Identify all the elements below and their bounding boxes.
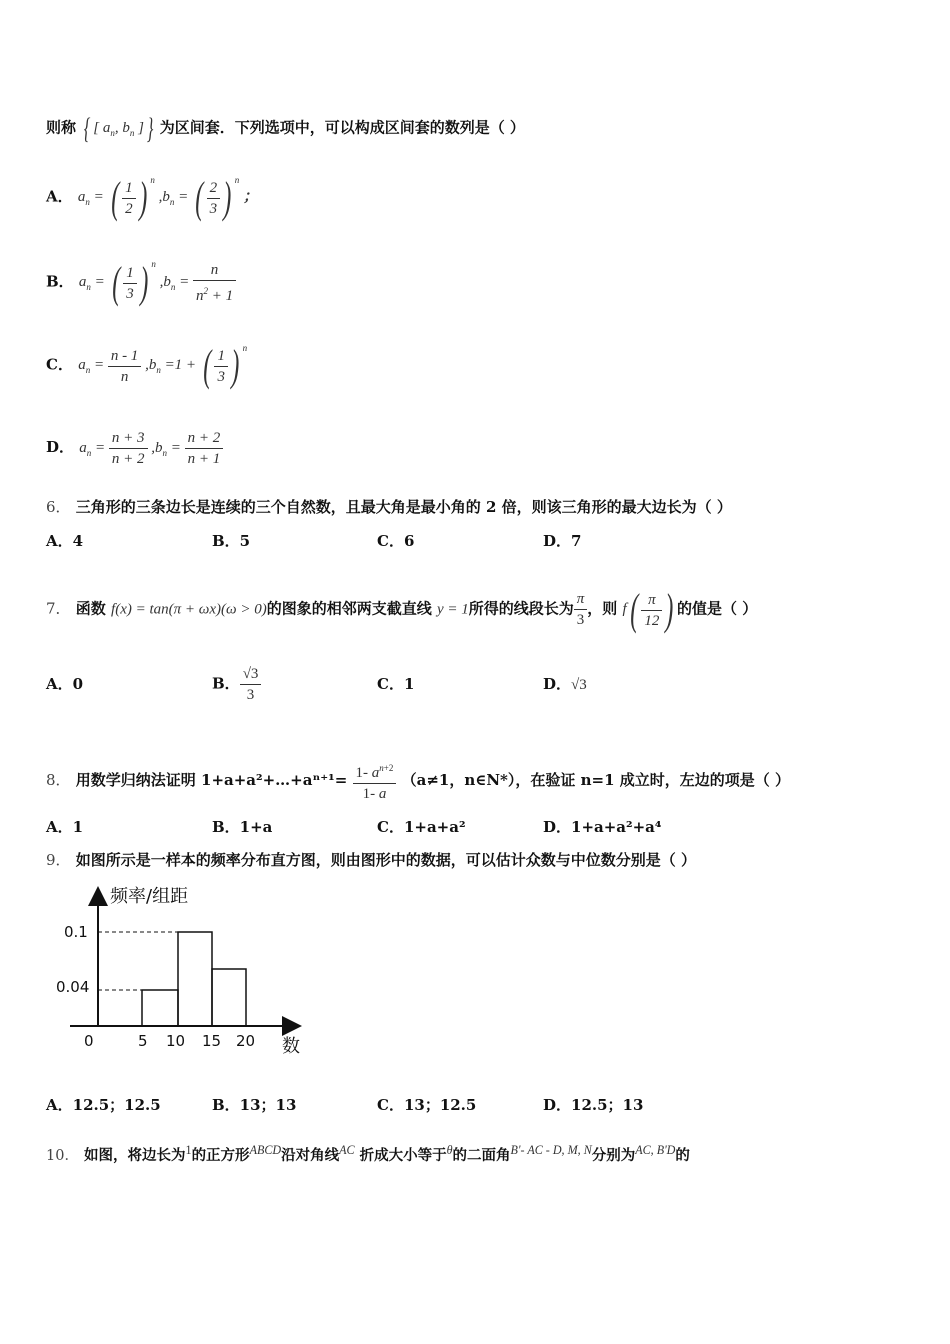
q10-text-f: 分别为 [591, 1146, 636, 1164]
intro-interval-math: { [ $a_n$, $b_n$ ]} [83, 112, 154, 145]
q9-text: 如图所示是一样本的频率分布直方图，则由图形中的数据，可以估计众数与中位数分别是（ ） [75, 851, 697, 869]
q7-option-c[interactable]: C．1 [377, 675, 415, 693]
q7-option-b-math: $\frac{√3}{3}$ [240, 664, 262, 705]
histogram-bar-5-10 [142, 990, 178, 1026]
q7-option-d-label: D． [543, 675, 572, 693]
question-10 [46, 1140, 690, 1166]
q6-text: 三角形的三条边长是连续的三个自然数，且最大角是最小角的 2 倍，则该三角形的最大边长为（ ） [75, 498, 732, 516]
q10-points-math: AC, B'D [635, 1143, 676, 1157]
q10-text-d: 折成大小等于 [359, 1146, 447, 1164]
q7-option-b[interactable] [212, 664, 261, 705]
histogram-ytick-0.1: 0.1 [64, 923, 88, 941]
q7-option-d[interactable] [543, 674, 587, 695]
q9-option-c[interactable]: C．13；12.5 [377, 1096, 477, 1114]
q6-option-a[interactable]: A．4 [46, 532, 84, 550]
q9-option-a[interactable]: A．12.5；12.5 [46, 1096, 161, 1114]
option-c-label: C． [46, 355, 73, 374]
option-d-row[interactable] [46, 428, 223, 469]
q10-text-a: 如图，将边长为 [84, 1146, 186, 1164]
q7-text-a: 函数 [75, 599, 106, 618]
q10-text-c: 沿对角线 [281, 1146, 340, 1164]
histogram-ylabel: 频率/组距 [110, 886, 189, 907]
option-d-math: $a_n$ = $\frac{n + 3}{n + 2}$ $,b_n$ = $\frac{n + 2}{n + 1}$ [79, 440, 223, 456]
option-c-math: $a_n$ = $\frac{n - 1}{n}$ $,b_n =1$ + ( $\frac{1}{3}$ ) $^n$ [78, 341, 248, 390]
intro-line [46, 114, 525, 144]
histogram-bar-15-20 [212, 969, 246, 1026]
intro-suffix: 为区间套．下列选项中，可以构成区间套的数列是（ ） [159, 118, 525, 137]
histogram-xtick-5: 5 [138, 1032, 148, 1050]
q8-text-b: （a≠1，n∈N*），在验证 n=1 成立时，左边的项是（ ） [401, 771, 790, 789]
histogram-figure [46, 880, 316, 1060]
option-a-row[interactable] [46, 173, 259, 222]
q7-length-fraction: $\frac{\pi}{3}$ [574, 589, 588, 630]
q10-angle-math: B'- AC - D, M, N [510, 1143, 592, 1157]
histogram-xlabel: 数 [282, 1036, 300, 1057]
option-a-math: $a_n$ = ( $\frac{1}{2}$ ) $^n$ $,b_n$ = ( $\frac{2}{3}$ ) $^n$ ； [77, 173, 259, 222]
histogram-xtick-10: 10 [166, 1032, 186, 1050]
q8-text-a: 用数学归纳法证明 1+a+a²+…+aⁿ⁺¹= [75, 771, 348, 789]
option-c-row[interactable] [46, 341, 248, 390]
q6-option-c[interactable]: C．6 [377, 532, 415, 550]
q7-text-d: ，则 [587, 599, 618, 618]
q10-square-math: ABCD [249, 1143, 282, 1157]
option-a-label: A． [46, 187, 73, 206]
q10-text-b: 的正方形 [191, 1146, 250, 1164]
q9-option-b[interactable]: B．13；13 [212, 1096, 297, 1114]
option-d-label: D． [46, 437, 75, 456]
option-b-label: B． [46, 272, 74, 291]
q8-option-c[interactable]: C．1+a+a² [377, 818, 466, 836]
q9-option-d[interactable]: D．12.5；13 [543, 1096, 644, 1114]
option-b-row[interactable] [46, 260, 236, 306]
q8-fraction: $\frac{1- a^{n+2}}{1- a}$ [353, 758, 397, 804]
q7-option-a[interactable]: A．0 [46, 675, 84, 693]
q7-eval-math: f( $\frac{\pi}{12}$ ) [622, 585, 674, 634]
question-7 [46, 585, 758, 634]
option-b-math: $a_n$ = ( $\frac{1}{3}$ ) $^n$ $,b_n$ = $\frac{n}{n^2 + 1}$ [79, 274, 236, 290]
histogram-xtick-0: 0 [84, 1032, 94, 1050]
q10-theta-math: θ [446, 1143, 453, 1157]
q7-text-b: 的图象的相邻两支截直线 [266, 599, 432, 618]
q10-number: 10． [46, 1147, 79, 1164]
q10-side-math: 1 [185, 1143, 192, 1157]
q6-option-b[interactable]: B．5 [212, 532, 251, 550]
intro-prefix: 则称 [46, 118, 77, 137]
q10-text-g: 的 [675, 1146, 690, 1164]
histogram-xtick-15: 15 [202, 1032, 222, 1050]
question-8 [46, 758, 790, 804]
q7-text-e: 的值是（ ） [677, 599, 758, 618]
q6-option-d[interactable]: D．7 [543, 532, 582, 550]
question-9 [46, 850, 696, 870]
histogram-ytick-0.04: 0.04 [56, 978, 90, 996]
q7-line-math: y = 1 [436, 601, 469, 618]
q10-text-e: 的二面角 [452, 1146, 511, 1164]
q10-diag-math: AC [339, 1143, 355, 1157]
histogram-xtick-20: 20 [236, 1032, 256, 1050]
q7-function-math: f(x) = tan(π + ωx)(ω > 0) [111, 601, 267, 618]
q8-option-d[interactable]: D．1+a+a²+a⁴ [543, 818, 662, 836]
q9-number: 9． [46, 851, 71, 869]
q7-option-b-label: B． [212, 674, 240, 693]
q7-text-c: 所得的线段长为 [468, 599, 574, 618]
histogram-bar-10-15 [178, 932, 212, 1026]
question-6 [46, 497, 732, 517]
q8-option-a[interactable]: A．1 [46, 818, 84, 836]
q7-option-d-math: √3 [571, 677, 587, 693]
q6-number: 6． [46, 498, 71, 516]
q8-option-b[interactable]: B．1+a [212, 818, 273, 836]
q7-number: 7． [46, 599, 71, 618]
q8-number: 8． [46, 771, 71, 789]
